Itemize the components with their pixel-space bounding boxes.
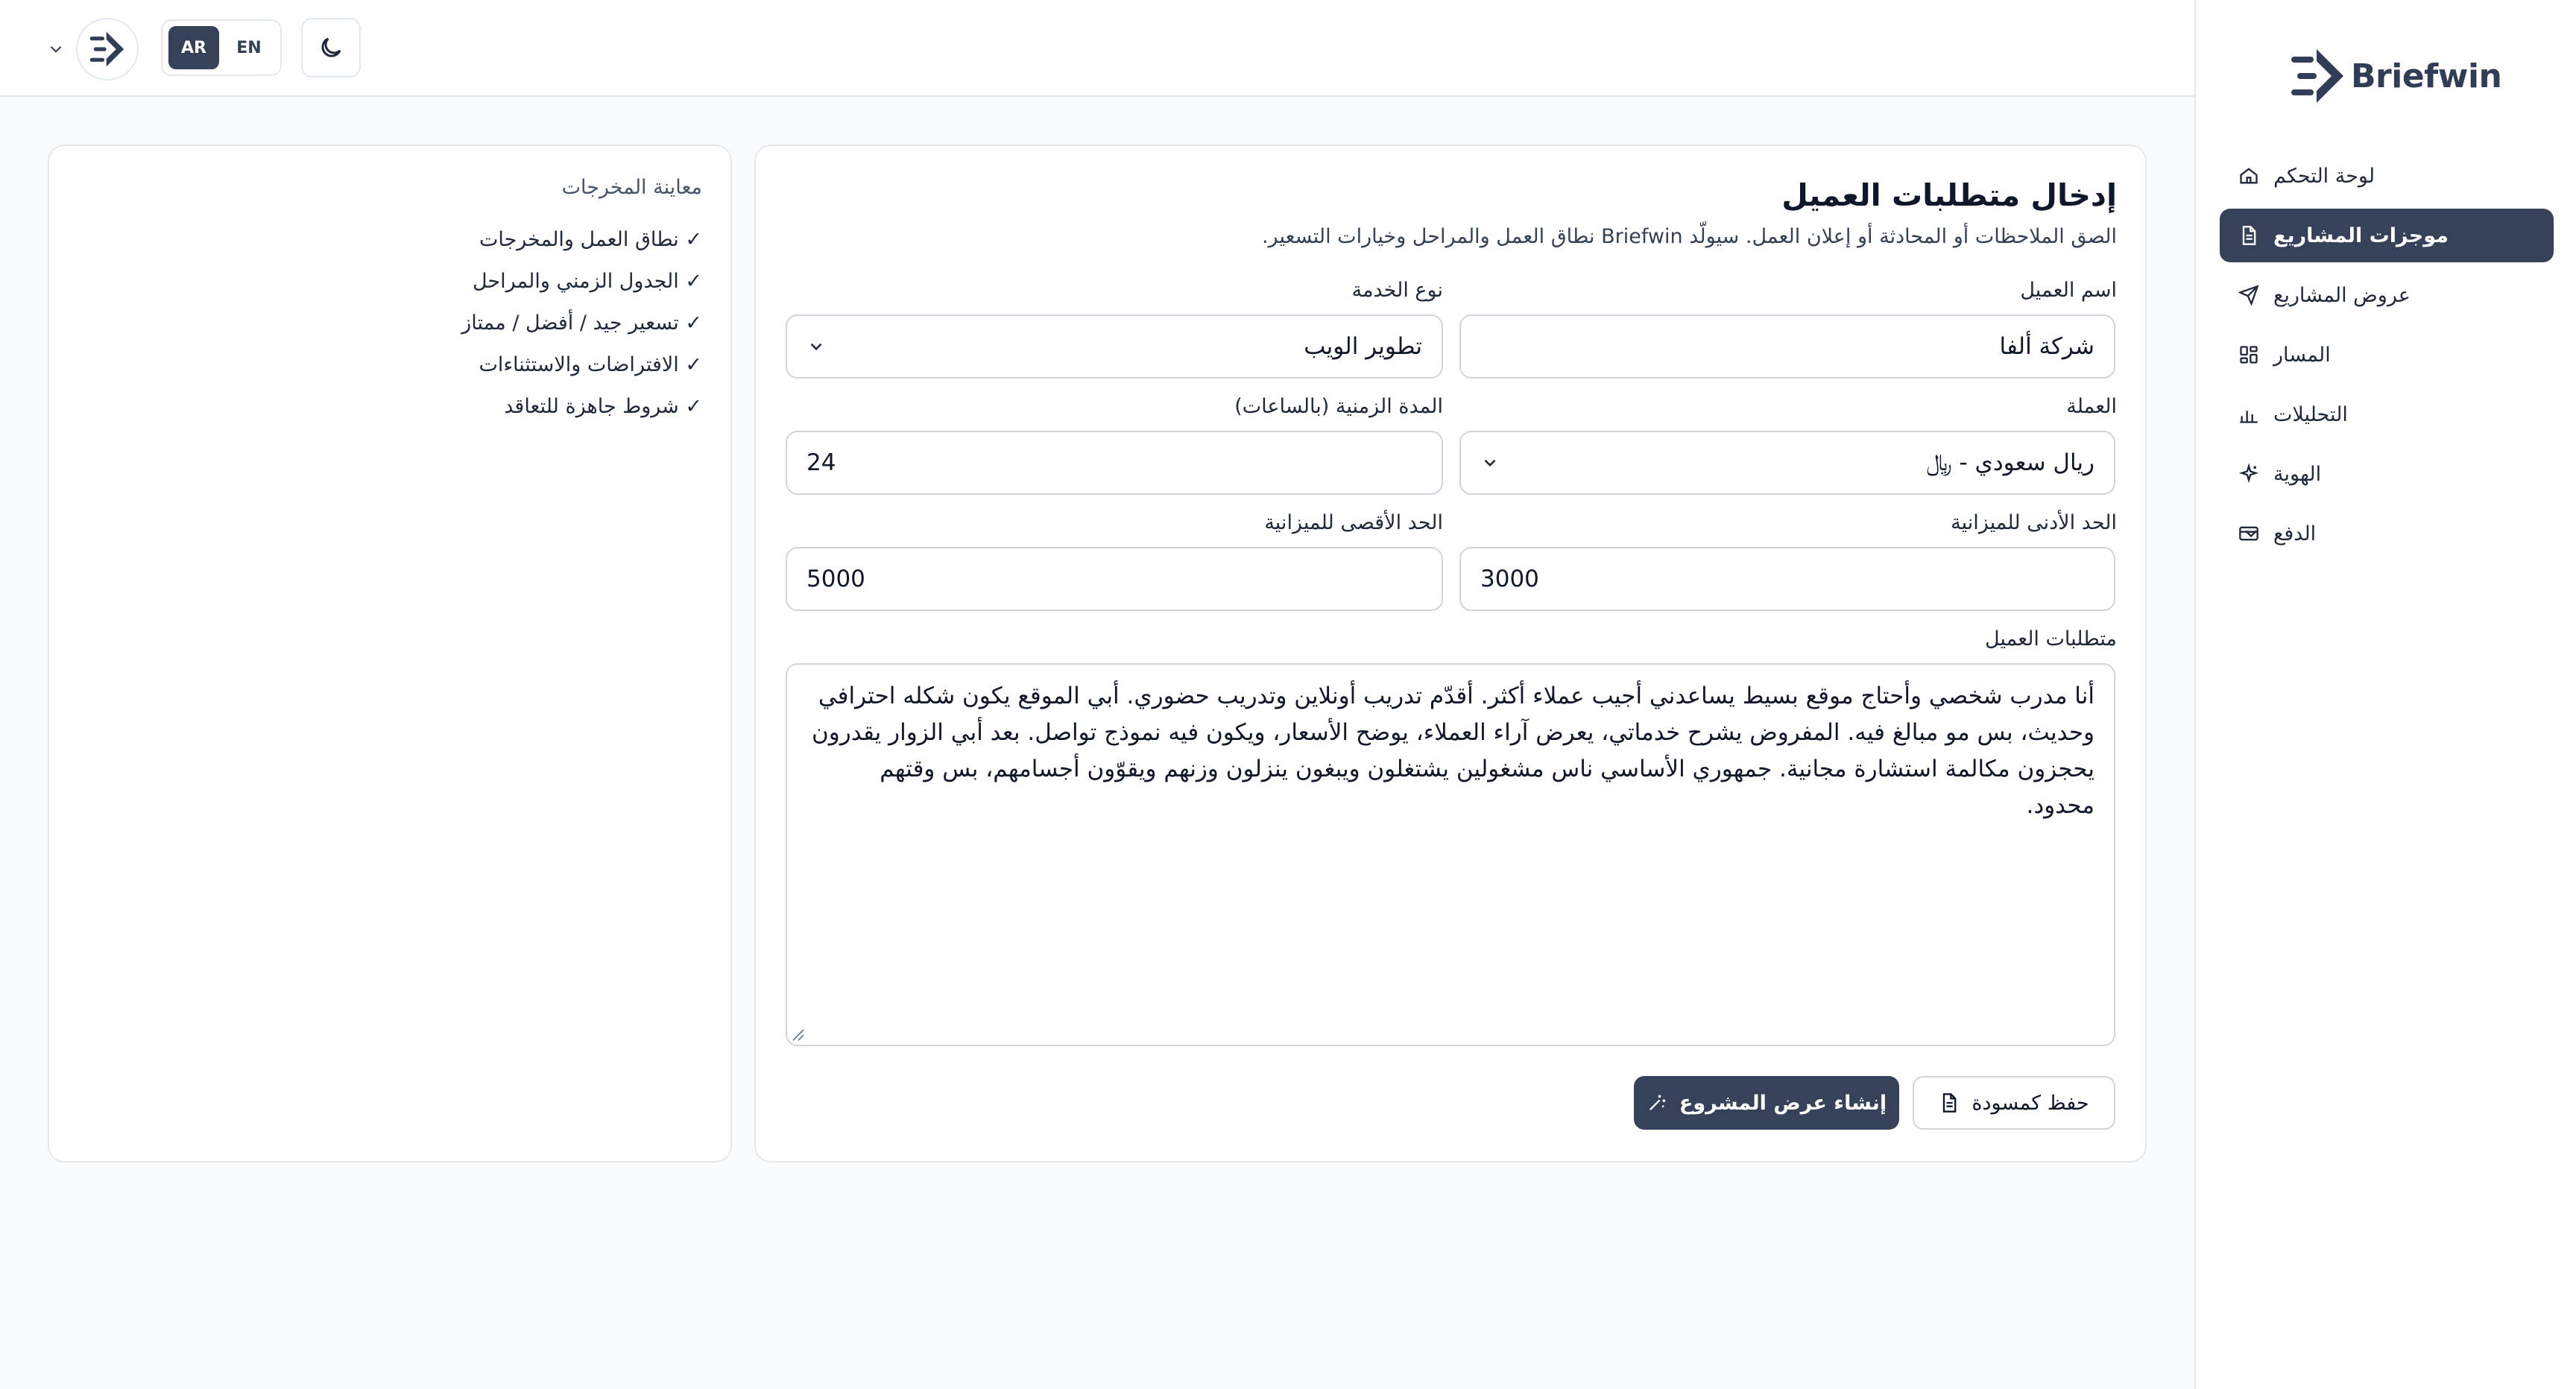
list-item: ✓ الجدول الزمني والمراحل bbox=[472, 270, 702, 293]
chevron-down-icon[interactable] bbox=[2241, 523, 2261, 544]
preview-title: معاينة المخرجات bbox=[561, 176, 702, 199]
page-subtitle: الصق الملاحظات أو المحادثة أو إعلان العمل. سيولّد Briefwin نطاق العمل والمراحل وخيارات التسعير. bbox=[1261, 225, 2117, 248]
grid-icon bbox=[2238, 344, 2260, 366]
output-preview-card bbox=[48, 145, 732, 1162]
home-icon bbox=[2238, 165, 2260, 187]
page-title: إدخال متطلبات العميل bbox=[1781, 177, 2117, 213]
service-type-select[interactable] bbox=[786, 314, 1443, 379]
lang-ar-button[interactable]: AR bbox=[168, 26, 219, 69]
resize-handle-icon[interactable] bbox=[792, 1028, 805, 1042]
timeline-value: 24 bbox=[806, 449, 836, 476]
budget-min-value: 3000 bbox=[1480, 566, 1539, 592]
budget-max-label: الحد الأقصى للميزانية bbox=[1264, 511, 1443, 534]
sidebar-item-pipeline[interactable] bbox=[2220, 328, 2554, 382]
lang-en-button[interactable]: EN bbox=[236, 38, 262, 57]
sidebar-nav bbox=[2220, 149, 2554, 566]
save-draft-label: حفظ كمسودة bbox=[1972, 1091, 2089, 1115]
sidebar-item-label: المسار bbox=[2273, 343, 2331, 367]
requirements-value: أنا مدرب شخصي وأحتاج موقع بسيط يساعدني أجيب عملاء أكثر. أقدّم تدريب أونلاين وتدريب حضوري. أبي الموقع يكون شكله احترافي وحديث، بس مو مبالغ فيه. المفروض يشرح خدماتي، يعرض آراء العملاء، يوضح الأسعار، ويكون فيه نموذج تواصل. بعد أبي الزوار يقدرون يحجزون مكالمة استشارة مجانية. جمهوري الأساسي ناس مشغولين يشتغلون ويبغون ينزلون وزنهم ويقوّون أجسامهم، بس وقتهم محدود. bbox=[812, 683, 2094, 819]
save-draft-button[interactable] bbox=[1913, 1076, 2115, 1130]
currency-select[interactable] bbox=[1459, 431, 2115, 495]
currency-value: ريال سعودي - ﷼ bbox=[1926, 449, 2094, 476]
sidebar-item-analytics[interactable] bbox=[2220, 387, 2554, 441]
file-text-icon bbox=[2238, 224, 2260, 247]
service-type-value: تطوير الويب bbox=[1304, 333, 1422, 360]
generate-proposal-label: إنشاء عرض المشروع bbox=[1679, 1091, 1887, 1115]
chevron-down-icon bbox=[1480, 453, 1500, 472]
topbar bbox=[0, 0, 2194, 97]
budget-max-value: 5000 bbox=[806, 566, 865, 592]
client-name-value: شركة ألفا bbox=[1999, 333, 2094, 360]
budget-min-label: الحد الأدنى للميزانية bbox=[1951, 511, 2117, 534]
brand-logo[interactable] bbox=[2290, 46, 2501, 106]
magic-wand-icon bbox=[1647, 1092, 1667, 1113]
currency-label: العملة bbox=[2066, 395, 2117, 418]
sidebar-item-billing[interactable] bbox=[2220, 507, 2554, 560]
generate-proposal-button[interactable] bbox=[1634, 1076, 1899, 1130]
budget-max-input[interactable] bbox=[786, 547, 1443, 611]
client-requirements-card bbox=[754, 145, 2147, 1162]
preview-list bbox=[461, 219, 702, 428]
briefwin-logo-icon bbox=[88, 30, 127, 69]
chevron-down-icon[interactable] bbox=[46, 39, 66, 59]
sidebar-item-label: لوحة التحكم bbox=[2273, 164, 2375, 188]
client-name-input[interactable] bbox=[1459, 314, 2115, 379]
sparkles-icon bbox=[2238, 463, 2260, 485]
sidebar bbox=[2194, 0, 2576, 1389]
user-menu[interactable] bbox=[46, 18, 139, 80]
brand-name: Briefwin bbox=[2351, 57, 2502, 95]
file-text-icon bbox=[1939, 1092, 1960, 1113]
avatar[interactable] bbox=[76, 18, 139, 80]
sidebar-item-branding[interactable] bbox=[2220, 447, 2554, 501]
client-name-label: اسم العميل bbox=[2020, 279, 2117, 302]
sidebar-item-label: موجزات المشاريع bbox=[2273, 224, 2449, 247]
theme-toggle-button[interactable] bbox=[301, 18, 361, 77]
service-type-label: نوع الخدمة bbox=[1351, 279, 1443, 302]
sidebar-item-proposals[interactable] bbox=[2220, 268, 2554, 322]
list-item: ✓ تسعير جيد / أفضل / ممتاز bbox=[461, 311, 702, 335]
sidebar-item-label: التحليلات bbox=[2273, 402, 2348, 426]
list-item: ✓ نطاق العمل والمخرجات bbox=[479, 228, 702, 251]
sidebar-item-project-briefs[interactable] bbox=[2220, 209, 2554, 262]
timeline-input[interactable] bbox=[786, 431, 1443, 495]
briefwin-logo-icon bbox=[2290, 46, 2346, 106]
language-switcher bbox=[161, 19, 282, 76]
chevron-down-icon bbox=[806, 337, 826, 356]
moon-icon bbox=[318, 34, 344, 61]
sidebar-item-label: عروض المشاريع bbox=[2273, 283, 2411, 307]
requirements-textarea[interactable] bbox=[786, 663, 2115, 1046]
list-item: ✓ الافتراضات والاستثناءات bbox=[479, 353, 702, 376]
list-item: ✓ شروط جاهزة للتعاقد bbox=[504, 395, 702, 418]
budget-min-input[interactable] bbox=[1459, 547, 2115, 611]
bar-chart-icon bbox=[2238, 403, 2260, 425]
sidebar-item-label: الدفع bbox=[2273, 522, 2317, 545]
send-icon bbox=[2238, 284, 2260, 306]
timeline-label: المدة الزمنية (بالساعات) bbox=[1234, 395, 1443, 418]
requirements-label: متطلبات العميل bbox=[1984, 627, 2117, 651]
sidebar-item-dashboard[interactable] bbox=[2220, 149, 2554, 203]
sidebar-item-label: الهوية bbox=[2273, 462, 2322, 486]
